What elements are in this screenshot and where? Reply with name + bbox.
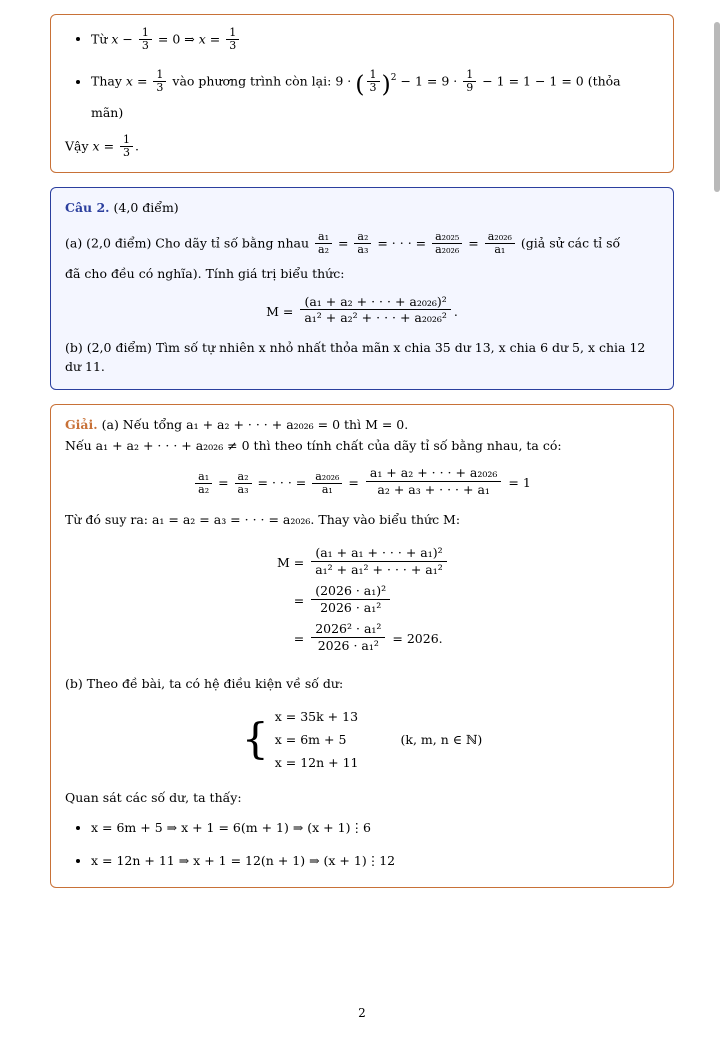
bullet1-var2: x bbox=[198, 31, 206, 47]
M-step1-lead: M = bbox=[276, 554, 305, 570]
fraction-inner: $\frac{1}{3}$ bbox=[367, 69, 380, 94]
M-step1-fraction: $\frac{\text{(a₁ + a₁ + · · · + a₁)²}}{\text{a₁² + a₁² + · · · + a₁²}}$ bbox=[311, 545, 447, 577]
bullet2-tail3: mãn) bbox=[91, 105, 124, 120]
scrollbar[interactable] bbox=[716, 14, 722, 1038]
solution2-line-a3: Từ đó suy ra: a₁ = a₂ = a₃ = · · · = a₂₀₂₆. Thay vào biểu thức M: bbox=[65, 511, 461, 527]
list-item bbox=[91, 27, 659, 52]
fraction-conclusion: $\frac{1}{3}$ bbox=[120, 134, 133, 159]
ratio-a2-a3: $\frac{\text{a₂}}{\text{a₃}}$ bbox=[354, 231, 371, 256]
M-equation-stack bbox=[274, 539, 450, 660]
ratio-a2025-a2026: $\frac{\text{a₂₀₂₅}}{\text{a₂₀₂₆}}$ bbox=[432, 231, 462, 256]
bullet2-prefix: Thay bbox=[91, 73, 122, 89]
problem-formula-M bbox=[65, 294, 659, 326]
bullet2-equals: = bbox=[136, 73, 148, 89]
problem-part-a-line2: đã cho đều có nghĩa). Tính giá trị biểu thức: bbox=[65, 266, 345, 282]
ratio-a2026-a1: $\frac{\text{a₂₀₂₆}}{\text{a₁}}$ bbox=[485, 231, 515, 256]
chain-a1-a2: $\frac{\text{a₁}}{\text{a₂}}$ bbox=[195, 471, 212, 496]
M-step3-tail: = 2026. bbox=[392, 631, 443, 647]
M-step-3 bbox=[274, 621, 450, 653]
solution-box-2 bbox=[50, 404, 674, 888]
bullet1-var: x bbox=[111, 31, 119, 47]
solution-label: Giải. bbox=[65, 416, 98, 432]
system-row-3: x = 12n + 11 bbox=[274, 755, 359, 771]
right-paren: ) bbox=[381, 70, 391, 99]
problem-part-a-line1: (a) (2,0 điểm) Cho dãy tỉ số bằng nhau $\frac{\text{a₁}}{\text{a₂}}$ = $\frac{\text{a₂}}{\text{a₃}}$ = · · · = $\frac{\text{a₂₀₂₅}}{\text{a₂₀₂₆}}$ = $\frac{\text{a₂₀₂₆}}{\text{a₁}}$ (giả sử các tỉ số bbox=[65, 229, 621, 257]
bullet2-tail2: − 1 = 1 − 1 = 0 (thỏa bbox=[482, 73, 621, 89]
part-a-dots: = · · · = bbox=[377, 235, 427, 251]
solution2-M-derivation bbox=[65, 539, 659, 660]
part-b-line1: (b) (2,0 điểm) Tìm số tự nhiên x nhỏ nhất thỏa mãn x chia 35 dư 13, x chia 6 dư 5, x bbox=[65, 339, 596, 355]
M-step3-fraction: $\frac{\text{2026² · a₁²}}{\text{2026 · a₁²}}$ bbox=[311, 621, 385, 653]
system-note: (k, m, n ∈ ℕ) bbox=[400, 732, 483, 747]
bullet1-minus: − bbox=[122, 31, 133, 47]
part-a-tail: (giả sử các tỉ số bbox=[520, 235, 621, 251]
bullet2-middle: vào phương trình còn lại: bbox=[172, 73, 332, 89]
problem-box-cau-2 bbox=[50, 187, 674, 390]
left-paren: ( bbox=[355, 70, 365, 99]
solution-box-1 bbox=[50, 14, 674, 173]
solution2-system bbox=[65, 705, 659, 774]
bullet2-tail: − 1 = 9 · bbox=[400, 73, 458, 89]
chain-sum-fraction: $\frac{\text{a₁ + a₂ + · · · + a₂₀₂₆}}{\text{a₂ + a₃ + · · · + a₁}}$ bbox=[366, 465, 502, 497]
M-step3-lead: = bbox=[293, 631, 305, 647]
chain-dots: = · · · = bbox=[257, 475, 307, 490]
fraction-result: $\frac{1}{3}$ bbox=[226, 27, 239, 52]
problem-heading bbox=[65, 198, 659, 217]
document-page bbox=[0, 14, 724, 1038]
conclusion-var: x bbox=[92, 138, 100, 154]
formula-M-lead: M = bbox=[266, 303, 294, 319]
problem-points: (4,0 điểm) bbox=[113, 199, 179, 215]
ratio-a1-a2: $\frac{\text{a₁}}{\text{a₂}}$ bbox=[315, 231, 332, 256]
list-item bbox=[91, 66, 659, 122]
bullet1-eqzero: = 0 ⇒ bbox=[157, 31, 195, 47]
conclusion-prefix: Vậy bbox=[65, 138, 89, 154]
conclusion-period: . bbox=[135, 138, 140, 154]
bullet2-power: 2 bbox=[390, 73, 397, 84]
solution2-line-b2: Quan sát các số dư, ta thấy: bbox=[65, 790, 242, 806]
solution2-ratio-chain: $\frac{\text{a₁}}{\text{a₂}}$ = $\frac{\text{a₂}}{\text{a₃}}$ = · · · = $\frac{\text{a₂₀₂₆}}{\text{a₁}}$ = $\frac{\text{a₁ + a₂ + · · · + a₂₀₂₆}}{\text{a₂ + a₃ + · · · + a₁}}$ = 1 bbox=[65, 465, 659, 497]
solution1-conclusion bbox=[65, 134, 659, 159]
formula-period: . bbox=[453, 303, 458, 319]
bullet2-expr: 9 · bbox=[335, 73, 352, 89]
problem-label: Câu 2. bbox=[65, 199, 110, 215]
solution2-line-a1 bbox=[65, 415, 659, 434]
conclusion-equals: = bbox=[103, 138, 115, 154]
part-b-line2: chia 12 dư 11. bbox=[65, 339, 646, 375]
fraction-one-third: $\frac{1}{3}$ bbox=[139, 27, 152, 52]
bullet1-prefix: Từ bbox=[91, 31, 108, 47]
M-step2-lead: = bbox=[293, 592, 305, 608]
M-step-2 bbox=[274, 583, 450, 615]
solution2-line-b1: (b) Theo đề bài, ta có hệ điều kiện về số dư: bbox=[65, 675, 344, 691]
problem-part-b bbox=[65, 338, 659, 377]
system-rows bbox=[275, 705, 359, 774]
bullet1-equals: = bbox=[209, 31, 221, 47]
part-a-lead: (a) (2,0 điểm) Cho dãy tỉ số bằng nhau bbox=[65, 235, 310, 251]
fraction-one-ninth: $\frac{1}{9}$ bbox=[463, 69, 476, 94]
chain-result: = 1 bbox=[508, 475, 531, 490]
list-item: • x = 12n + 11 ⇒ x + 1 = 12(n + 1) ⇒ (x + 1)⋮12 bbox=[91, 851, 659, 870]
M-step-1 bbox=[274, 545, 450, 577]
chain-a2-a3: $\frac{\text{a₂}}{\text{a₃}}$ bbox=[235, 471, 252, 496]
bullet2-var: x bbox=[125, 73, 133, 89]
chain-a2026-a1: $\frac{\text{a₂₀₂₆}}{\text{a₁}}$ bbox=[312, 471, 342, 496]
solution2-a1-text: (a) Nếu tổng a₁ + a₂ + · · · + a₂₀₂₆ = 0 thì M = 0. bbox=[101, 416, 409, 432]
left-brace: { bbox=[241, 714, 269, 764]
scrollbar-thumb[interactable] bbox=[714, 22, 720, 192]
formula-M-fraction: $\frac{\text{(a₁ + a₂ + · · · + a₂₀₂₆)²}}{\text{a₁² + a₂² + · · · + a₂₀₂₆²}}$ bbox=[300, 294, 451, 326]
solution2-line-a2: Nếu a₁ + a₂ + · · · + a₂₀₂₆ ≠ 0 thì theo tính chất của dãy tỉ số bằng nhau, ta có: bbox=[65, 437, 562, 453]
solution2-bullet-list bbox=[65, 818, 659, 871]
system-row-2: x = 6m + 5 bbox=[274, 732, 347, 748]
system-of-equations bbox=[242, 705, 483, 774]
page-number: 2 bbox=[358, 1006, 366, 1020]
fraction-one-third-2: $\frac{1}{3}$ bbox=[153, 69, 166, 94]
list-item: • x = 6m + 5 ⇒ x + 1 = 6(m + 1) ⇒ (x + 1)⋮6 bbox=[91, 818, 659, 837]
M-step2-fraction: $\frac{\text{(2026 · a₁)²}}{\text{2026 · a₁²}}$ bbox=[311, 583, 390, 615]
system-row-1: x = 35k + 13 bbox=[274, 709, 359, 724]
solution1-bullet-list bbox=[65, 27, 659, 122]
